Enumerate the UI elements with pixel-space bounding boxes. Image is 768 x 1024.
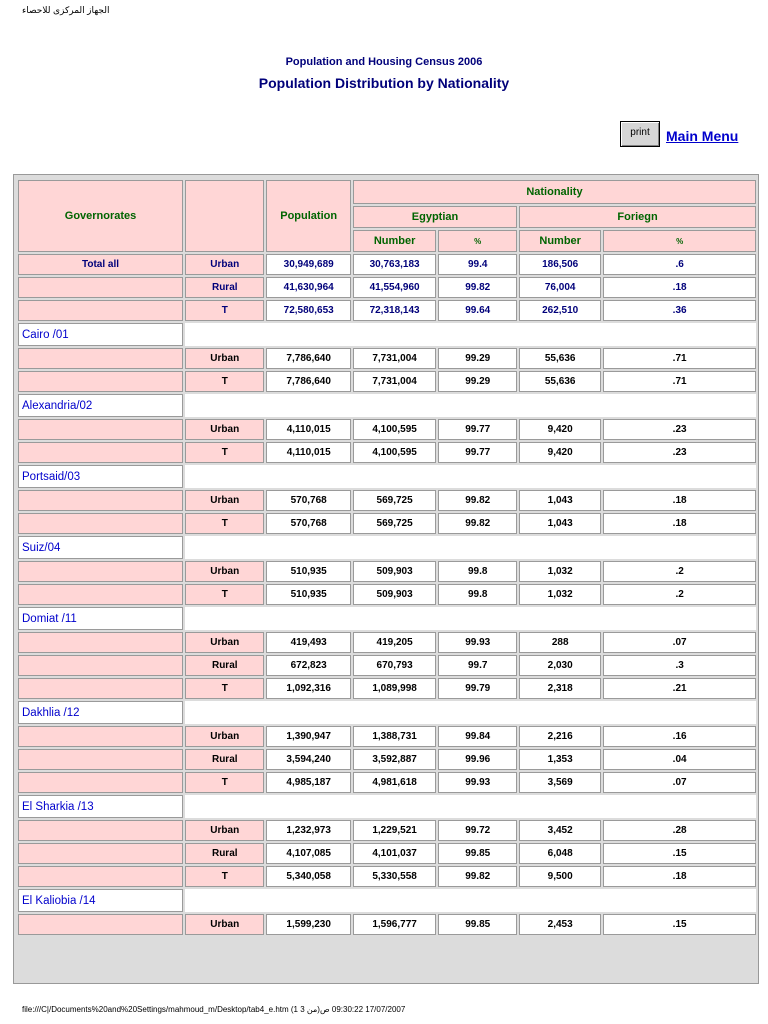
cell-population: 72,580,653 bbox=[266, 300, 350, 321]
header-nationality: Nationality bbox=[353, 180, 756, 204]
cell-type: T bbox=[185, 300, 264, 321]
cell-fr-percent: .21 bbox=[603, 678, 756, 699]
cell-fr-number: 3,452 bbox=[519, 820, 601, 841]
cell-eg-percent: 99.82 bbox=[438, 866, 517, 887]
cell-population: 7,786,640 bbox=[266, 348, 350, 369]
cell-population: 4,985,187 bbox=[266, 772, 350, 793]
cell-eg-number: 72,318,143 bbox=[353, 300, 436, 321]
table-row bbox=[18, 348, 756, 369]
cell-type: T bbox=[185, 442, 264, 463]
governorate-header-row bbox=[18, 607, 756, 630]
header-fr-number: Number bbox=[519, 230, 601, 252]
cell-eg-percent: 99.72 bbox=[438, 820, 517, 841]
cell-type: Urban bbox=[185, 490, 264, 511]
cell-population: 1,232,973 bbox=[266, 820, 350, 841]
total-row bbox=[18, 254, 756, 275]
cell-fr-number: 6,048 bbox=[519, 843, 601, 864]
cell-type: Rural bbox=[185, 843, 264, 864]
cell-fr-percent: .15 bbox=[603, 843, 756, 864]
governorate-header-row bbox=[18, 394, 756, 417]
header-blank bbox=[185, 180, 264, 252]
cell-eg-number: 509,903 bbox=[353, 561, 436, 582]
table-row bbox=[18, 561, 756, 582]
governorate-header-row bbox=[18, 465, 756, 488]
governorate-header-row bbox=[18, 323, 756, 346]
governorate-header-blank bbox=[185, 323, 756, 346]
cell-fr-percent: .6 bbox=[603, 254, 756, 275]
cell-fr-percent: .2 bbox=[603, 584, 756, 605]
cell-eg-number: 3,592,887 bbox=[353, 749, 436, 770]
table-row bbox=[18, 442, 756, 463]
total-label-blank bbox=[18, 300, 183, 321]
cell-population: 1,599,230 bbox=[266, 914, 350, 935]
header-governorates: Governorates bbox=[18, 180, 183, 252]
cell-fr-percent: .23 bbox=[603, 419, 756, 440]
cell-population: 1,390,947 bbox=[266, 726, 350, 747]
cell-eg-percent: 99.7 bbox=[438, 655, 517, 676]
total-label: Total all bbox=[18, 254, 183, 275]
table-row bbox=[18, 843, 756, 864]
cell-type: Rural bbox=[185, 749, 264, 770]
cell-fr-number: 262,510 bbox=[519, 300, 601, 321]
cell-type: T bbox=[185, 513, 264, 534]
print-button[interactable]: print bbox=[620, 121, 660, 147]
cell-eg-percent: 99.85 bbox=[438, 914, 517, 935]
cell-type: Urban bbox=[185, 561, 264, 582]
cell-eg-percent: 99.84 bbox=[438, 726, 517, 747]
governorate-header-blank bbox=[185, 394, 756, 417]
table-row bbox=[18, 655, 756, 676]
cell-eg-number: 7,731,004 bbox=[353, 348, 436, 369]
cell-eg-number: 509,903 bbox=[353, 584, 436, 605]
cell-eg-number: 1,089,998 bbox=[353, 678, 436, 699]
cell-eg-percent: 99.8 bbox=[438, 584, 517, 605]
cell-eg-number: 5,330,558 bbox=[353, 866, 436, 887]
cell-fr-number: 9,500 bbox=[519, 866, 601, 887]
cell-eg-number: 569,725 bbox=[353, 490, 436, 511]
governorate-header-blank bbox=[185, 889, 756, 912]
cell-fr-number: 76,004 bbox=[519, 277, 601, 298]
cell-type: Urban bbox=[185, 820, 264, 841]
cell-eg-percent: 99.82 bbox=[438, 513, 517, 534]
cell-fr-number: 2,030 bbox=[519, 655, 601, 676]
governorate-name: Domiat /11 bbox=[18, 607, 183, 630]
cell-type: T bbox=[185, 772, 264, 793]
cell-fr-number: 2,216 bbox=[519, 726, 601, 747]
table-row bbox=[18, 632, 756, 653]
cell-fr-number: 1,043 bbox=[519, 513, 601, 534]
row-label-blank bbox=[18, 772, 183, 793]
cell-fr-number: 9,420 bbox=[519, 442, 601, 463]
row-label-blank bbox=[18, 584, 183, 605]
cell-fr-number: 55,636 bbox=[519, 348, 601, 369]
cell-eg-percent: 99.82 bbox=[438, 490, 517, 511]
table-row bbox=[18, 584, 756, 605]
cell-fr-number: 1,353 bbox=[519, 749, 601, 770]
cell-type: T bbox=[185, 371, 264, 392]
cell-population: 672,823 bbox=[266, 655, 350, 676]
cell-type: T bbox=[185, 678, 264, 699]
cell-fr-number: 288 bbox=[519, 632, 601, 653]
row-label-blank bbox=[18, 843, 183, 864]
cell-fr-percent: .16 bbox=[603, 726, 756, 747]
governorate-name: El Kaliobia /14 bbox=[18, 889, 183, 912]
cell-eg-number: 1,229,521 bbox=[353, 820, 436, 841]
row-label-blank bbox=[18, 678, 183, 699]
cell-fr-percent: .36 bbox=[603, 300, 756, 321]
row-label-blank bbox=[18, 561, 183, 582]
governorate-name: Cairo /01 bbox=[18, 323, 183, 346]
row-label-blank bbox=[18, 914, 183, 935]
cell-fr-percent: .71 bbox=[603, 371, 756, 392]
governorate-header-row bbox=[18, 795, 756, 818]
cell-eg-number: 569,725 bbox=[353, 513, 436, 534]
cell-fr-percent: .04 bbox=[603, 749, 756, 770]
table-row bbox=[18, 820, 756, 841]
cell-population: 510,935 bbox=[266, 584, 350, 605]
table-row bbox=[18, 866, 756, 887]
cell-fr-number: 186,506 bbox=[519, 254, 601, 275]
page-title: Population Distribution by Nationality bbox=[258, 75, 510, 91]
cell-eg-number: 1,596,777 bbox=[353, 914, 436, 935]
row-label-blank bbox=[18, 490, 183, 511]
row-label-blank bbox=[18, 442, 183, 463]
table-row bbox=[18, 678, 756, 699]
cell-fr-number: 2,453 bbox=[519, 914, 601, 935]
governorate-header-row bbox=[18, 536, 756, 559]
cell-eg-percent: 99.77 bbox=[438, 442, 517, 463]
org-name-arabic: الجهاز المركزى للاحصاء bbox=[22, 5, 110, 15]
cell-eg-percent: 99.29 bbox=[438, 348, 517, 369]
row-label-blank bbox=[18, 866, 183, 887]
governorate-name: Portsaid/03 bbox=[18, 465, 183, 488]
table-row bbox=[18, 914, 756, 935]
cell-eg-percent: 99.96 bbox=[438, 749, 517, 770]
cell-type: Urban bbox=[185, 254, 264, 275]
page-subtitle: Population and Housing Census 2006 bbox=[285, 56, 483, 68]
cell-population: 570,768 bbox=[266, 513, 350, 534]
governorate-header-blank bbox=[185, 607, 756, 630]
cell-fr-number: 1,043 bbox=[519, 490, 601, 511]
cell-eg-percent: 99.93 bbox=[438, 632, 517, 653]
cell-type: Urban bbox=[185, 348, 264, 369]
cell-type: T bbox=[185, 866, 264, 887]
population-table-container bbox=[13, 174, 759, 984]
header-eg-percent: % bbox=[438, 230, 517, 252]
cell-eg-number: 670,793 bbox=[353, 655, 436, 676]
cell-population: 4,110,015 bbox=[266, 442, 350, 463]
cell-eg-percent: 99.64 bbox=[438, 300, 517, 321]
governorate-name: Suiz/04 bbox=[18, 536, 183, 559]
cell-population: 4,110,015 bbox=[266, 419, 350, 440]
row-label-blank bbox=[18, 655, 183, 676]
governorate-header-row bbox=[18, 701, 756, 724]
total-label-blank bbox=[18, 277, 183, 298]
cell-fr-percent: .18 bbox=[603, 490, 756, 511]
cell-fr-percent: .07 bbox=[603, 772, 756, 793]
cell-eg-number: 1,388,731 bbox=[353, 726, 436, 747]
governorate-name: Alexandria/02 bbox=[18, 394, 183, 417]
cell-fr-number: 2,318 bbox=[519, 678, 601, 699]
cell-fr-percent: .18 bbox=[603, 513, 756, 534]
row-label-blank bbox=[18, 820, 183, 841]
cell-eg-percent: 99.85 bbox=[438, 843, 517, 864]
cell-fr-number: 3,569 bbox=[519, 772, 601, 793]
cell-fr-number: 1,032 bbox=[519, 561, 601, 582]
cell-fr-percent: .18 bbox=[603, 866, 756, 887]
row-label-blank bbox=[18, 513, 183, 534]
cell-fr-percent: .28 bbox=[603, 820, 756, 841]
cell-eg-number: 4,100,595 bbox=[353, 442, 436, 463]
table-row bbox=[18, 726, 756, 747]
row-label-blank bbox=[18, 419, 183, 440]
cell-eg-number: 419,205 bbox=[353, 632, 436, 653]
table-row bbox=[18, 419, 756, 440]
governorate-header-blank bbox=[185, 795, 756, 818]
cell-eg-number: 30,763,183 bbox=[353, 254, 436, 275]
governorate-name: Dakhlia /12 bbox=[18, 701, 183, 724]
cell-type: Urban bbox=[185, 726, 264, 747]
total-row bbox=[18, 300, 756, 321]
cell-eg-number: 4,981,618 bbox=[353, 772, 436, 793]
cell-population: 30,949,689 bbox=[266, 254, 350, 275]
footer-file-path: file:///C|/Documents%20and%20Settings/mahmoud_m/Desktop/tab4_e.htm (1 من 3)17/07/2007 09:30:22 ص bbox=[22, 1005, 406, 1014]
header-population: Population bbox=[266, 180, 350, 252]
cell-fr-percent: .15 bbox=[603, 914, 756, 935]
cell-population: 41,630,964 bbox=[266, 277, 350, 298]
cell-population: 419,493 bbox=[266, 632, 350, 653]
cell-eg-percent: 99.93 bbox=[438, 772, 517, 793]
cell-eg-percent: 99.77 bbox=[438, 419, 517, 440]
population-table bbox=[16, 178, 758, 937]
governorate-header-blank bbox=[185, 701, 756, 724]
cell-eg-percent: 99.82 bbox=[438, 277, 517, 298]
cell-type: Rural bbox=[185, 277, 264, 298]
governorate-header-blank bbox=[185, 536, 756, 559]
cell-type: Urban bbox=[185, 419, 264, 440]
cell-eg-number: 4,100,595 bbox=[353, 419, 436, 440]
governorate-name: El Sharkia /13 bbox=[18, 795, 183, 818]
total-row bbox=[18, 277, 756, 298]
cell-population: 570,768 bbox=[266, 490, 350, 511]
header-egyptian: Egyptian bbox=[353, 206, 517, 228]
cell-eg-percent: 99.79 bbox=[438, 678, 517, 699]
cell-fr-percent: .2 bbox=[603, 561, 756, 582]
cell-population: 1,092,316 bbox=[266, 678, 350, 699]
cell-eg-percent: 99.29 bbox=[438, 371, 517, 392]
row-label-blank bbox=[18, 726, 183, 747]
table-row bbox=[18, 749, 756, 770]
header-fr-percent: % bbox=[603, 230, 756, 252]
cell-fr-percent: .71 bbox=[603, 348, 756, 369]
cell-fr-percent: .3 bbox=[603, 655, 756, 676]
cell-population: 3,594,240 bbox=[266, 749, 350, 770]
governorate-header-blank bbox=[185, 465, 756, 488]
header-eg-number: Number bbox=[353, 230, 436, 252]
cell-fr-percent: .07 bbox=[603, 632, 756, 653]
table-row bbox=[18, 772, 756, 793]
table-row bbox=[18, 371, 756, 392]
cell-eg-number: 4,101,037 bbox=[353, 843, 436, 864]
cell-fr-number: 1,032 bbox=[519, 584, 601, 605]
cell-eg-number: 41,554,960 bbox=[353, 277, 436, 298]
row-label-blank bbox=[18, 749, 183, 770]
table-row bbox=[18, 513, 756, 534]
cell-type: Rural bbox=[185, 655, 264, 676]
cell-population: 5,340,058 bbox=[266, 866, 350, 887]
cell-population: 4,107,085 bbox=[266, 843, 350, 864]
row-label-blank bbox=[18, 632, 183, 653]
cell-fr-number: 55,636 bbox=[519, 371, 601, 392]
cell-population: 510,935 bbox=[266, 561, 350, 582]
cell-type: T bbox=[185, 584, 264, 605]
cell-eg-number: 7,731,004 bbox=[353, 371, 436, 392]
header-foreign: Foriegn bbox=[519, 206, 756, 228]
table-row bbox=[18, 490, 756, 511]
row-label-blank bbox=[18, 371, 183, 392]
governorate-header-row bbox=[18, 889, 756, 912]
row-label-blank bbox=[18, 348, 183, 369]
cell-eg-percent: 99.8 bbox=[438, 561, 517, 582]
cell-fr-number: 9,420 bbox=[519, 419, 601, 440]
cell-type: Urban bbox=[185, 632, 264, 653]
cell-fr-percent: .23 bbox=[603, 442, 756, 463]
cell-type: Urban bbox=[185, 914, 264, 935]
cell-fr-percent: .18 bbox=[603, 277, 756, 298]
main-menu-link[interactable]: Main Menu bbox=[666, 128, 739, 144]
cell-population: 7,786,640 bbox=[266, 371, 350, 392]
cell-eg-percent: 99.4 bbox=[438, 254, 517, 275]
